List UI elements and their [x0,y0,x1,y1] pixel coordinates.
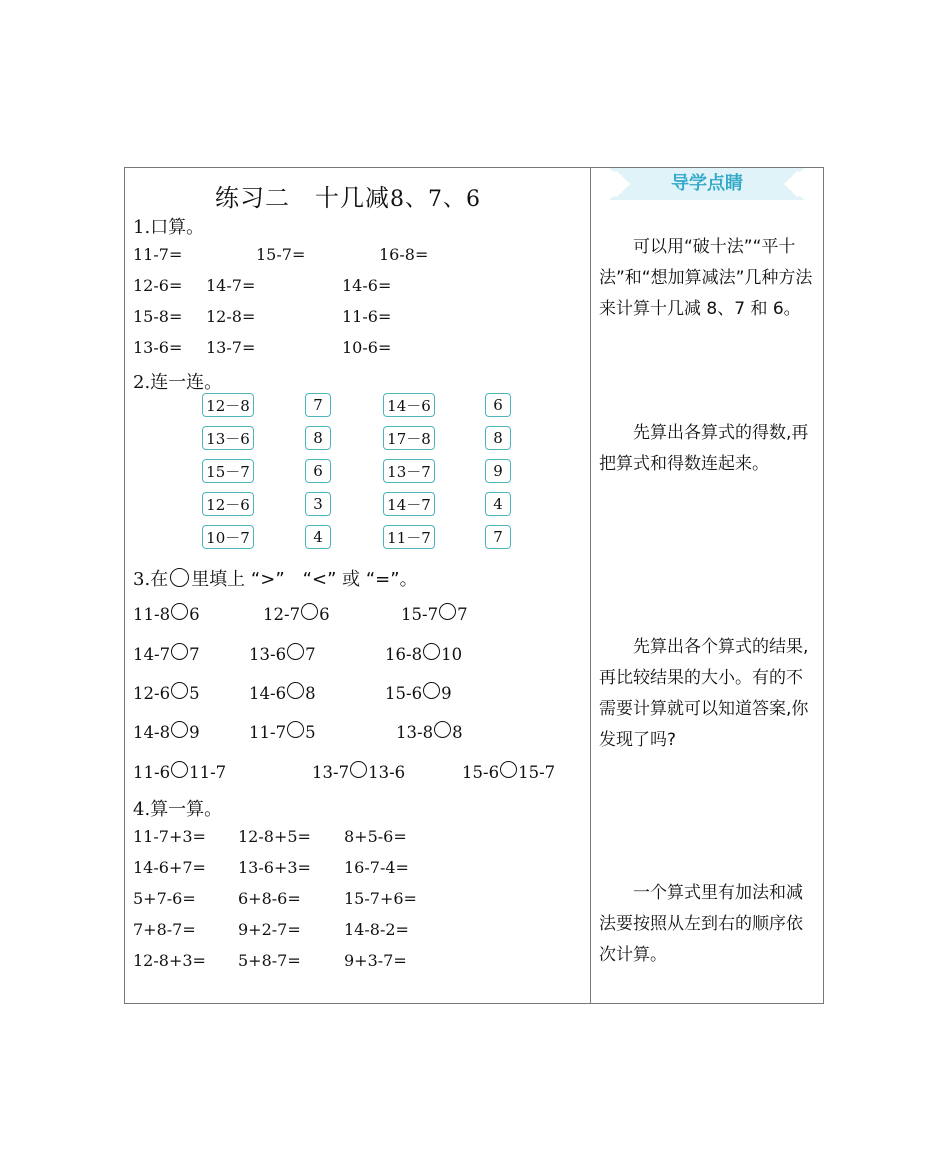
answer-box: 6 [305,459,331,483]
compare-right: 7 [457,605,468,624]
compare-right: 15-7 [518,763,556,782]
oral-calc-item: 12-8= [206,307,256,326]
mixed-calc-item: 9+2-7= [238,920,301,939]
oral-calc-item: 11-6= [342,307,392,326]
compare-item [401,605,468,624]
compare-right: 5 [305,723,316,742]
circle-icon [500,761,517,778]
expression-box: 11－7 [383,525,435,549]
mixed-calc-item: 14-6+7= [133,858,206,877]
compare-right: 5 [189,684,200,703]
compare-right: 7 [189,645,200,664]
mixed-calc-item: 14-8-2= [344,920,409,939]
circle-icon [287,721,304,738]
answer-box: 8 [305,426,331,450]
section-2-heading: 2.连一连。 [133,372,223,393]
oral-calc-item: 13-7= [206,338,256,357]
expression-box: 14－6 [383,393,435,417]
oral-calc-item: 15-7= [256,245,306,264]
compare-left: 14-8 [133,723,171,742]
compare-left: 14-7 [133,645,171,664]
oral-calc-item: 16-8= [379,245,429,264]
circle-icon [301,603,318,620]
mixed-calc-item: 15-7+6= [344,889,417,908]
mixed-calc-item: 16-7-4= [344,858,409,877]
compare-right: 8 [452,723,463,742]
circle-icon [434,721,451,738]
compare-item [396,723,463,742]
compare-item [249,723,316,742]
section-1-heading: 1.口算。 [133,217,205,238]
tips-column [591,168,823,1003]
compare-right: 8 [305,684,316,703]
compare-item [133,605,200,624]
expression-box: 10－7 [202,525,254,549]
mixed-calc-item: 5+8-7= [238,951,301,970]
page-title: 练习二 十几减8、7、6 [215,184,481,212]
oral-calc-item: 14-6= [342,276,392,295]
expression-box: 14－7 [383,492,435,516]
circle-icon [439,603,456,620]
tip-4: 一个算式里有加法和减法要按照从左到右的顺序依次计算。 [599,883,803,965]
compare-right: 10 [441,645,463,664]
section-4-heading: 4.算一算。 [133,799,223,820]
banner-title: 导学点睛 [671,173,743,194]
mixed-calc-item: 12-8+5= [238,827,311,846]
mixed-calc-item: 8+5-6= [344,827,407,846]
compare-left: 13-8 [396,723,434,742]
oral-calc-item: 11-7= [133,245,183,264]
mixed-calc-item: 12-8+3= [133,951,206,970]
oral-calc-item: 12-6= [133,276,183,295]
compare-left: 11-7 [249,723,287,742]
compare-left: 13-7 [312,763,350,782]
compare-left: 15-6 [462,763,500,782]
circle-icon [171,603,188,620]
compare-left: 15-7 [401,605,439,624]
circle-icon [350,761,367,778]
circle-icon [171,682,188,699]
circle-icon [423,682,440,699]
expression-box: 13－6 [202,426,254,450]
expression-box: 15－7 [202,459,254,483]
expression-box: 12－8 [202,393,254,417]
answer-box: 3 [305,492,331,516]
compare-item [133,684,200,703]
compare-item [249,645,316,664]
compare-left: 11-8 [133,605,171,624]
circle-icon [171,721,188,738]
compare-left: 14-6 [249,684,287,703]
section-3-heading: 3.在 里填上 “>” “<” 或 “=”。 [133,569,418,590]
oral-calc-item: 13-6= [133,338,183,357]
compare-left: 16-8 [385,645,423,664]
compare-right: 9 [441,684,452,703]
mixed-calc-item: 11-7+3= [133,827,206,846]
compare-item [385,684,452,703]
oral-calc-item: 14-7= [206,276,256,295]
compare-right: 6 [189,605,200,624]
compare-right: 9 [189,723,200,742]
compare-item [263,605,330,624]
mixed-calc-item: 9+3-7= [344,951,407,970]
compare-item [385,645,462,664]
circle-icon [287,682,304,699]
oral-calc-item: 10-6= [342,338,392,357]
mixed-calc-item: 13-6+3= [238,858,311,877]
mixed-calc-item: 7+8-7= [133,920,196,939]
answer-box: 8 [485,426,511,450]
expression-box: 12－6 [202,492,254,516]
compare-item [133,645,200,664]
compare-right: 7 [305,645,316,664]
compare-item [133,723,200,742]
answer-box: 7 [485,525,511,549]
tip-3: 先算出各个算式的结果,再比较结果的大小。有的不需要计算就可以知道答案,你发现了吗? [599,637,809,750]
tip-2: 先算出各算式的得数,再把算式和得数连起来。 [599,423,809,474]
compare-right: 11-7 [189,763,227,782]
oral-calc-item: 15-8= [133,307,183,326]
answer-box: 4 [305,525,331,549]
compare-left: 12-7 [263,605,301,624]
answer-box: 9 [485,459,511,483]
compare-item [312,763,405,782]
circle-icon [171,761,188,778]
compare-left: 12-6 [133,684,171,703]
answer-box: 4 [485,492,511,516]
expression-box: 17－8 [383,426,435,450]
circle-icon [170,568,189,587]
mixed-calc-item: 6+8-6= [238,889,301,908]
exercise-column [125,168,590,1003]
compare-left: 15-6 [385,684,423,703]
circle-icon [171,643,188,660]
answer-box: 7 [305,393,331,417]
compare-item [133,763,226,782]
compare-left: 11-6 [133,763,171,782]
compare-item [249,684,316,703]
compare-item [462,763,555,782]
circle-icon [287,643,304,660]
worksheet [124,167,824,1004]
compare-left: 13-6 [249,645,287,664]
compare-right: 6 [319,605,330,624]
circle-icon [423,643,440,660]
tip-1: 可以用“破十法”“平十法”和“想加算减法”几种方法来计算十几减 8、7 和 6。 [599,237,813,319]
expression-box: 13－7 [383,459,435,483]
answer-box: 6 [485,393,511,417]
mixed-calc-item: 5+7-6= [133,889,196,908]
compare-right: 13-6 [368,763,406,782]
